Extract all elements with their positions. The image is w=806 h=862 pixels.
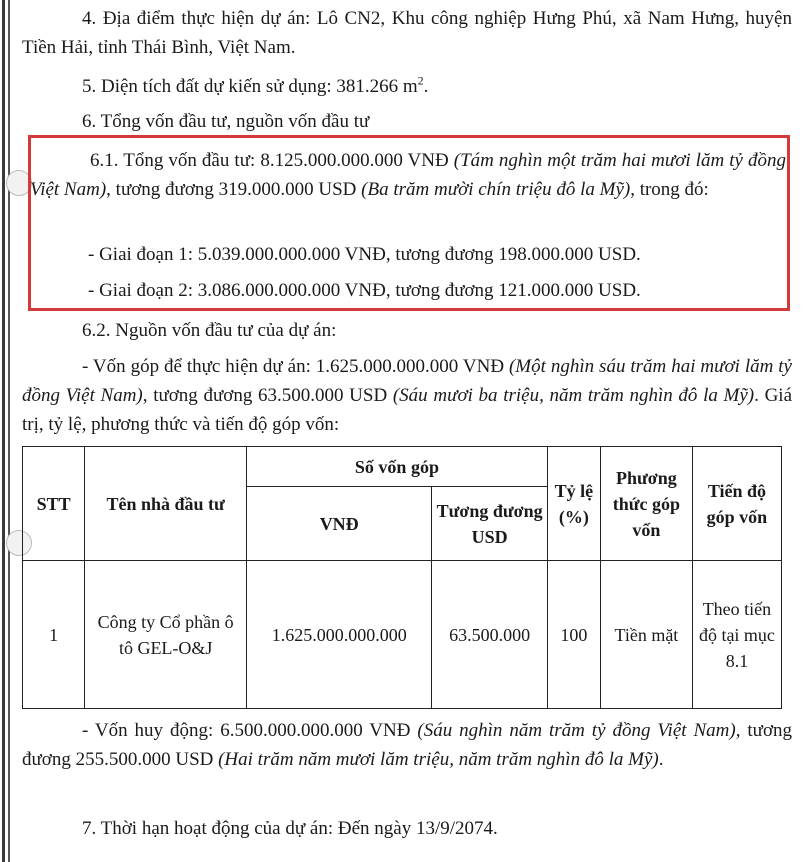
document-page	[22, 0, 792, 862]
contrib-usd: , tương đương 63.500.000 USD	[142, 385, 393, 406]
contrib-words-vnd: (Một nghìn sáu trăm hai mươi lăm tỷ đồng Việt Nam)	[22, 356, 792, 406]
cell-investor: Công ty Cổ phần ô tô GEL-O&J	[85, 561, 247, 709]
header-usd: Tương đương USD	[432, 487, 548, 561]
cell-stt: 1	[23, 561, 85, 709]
item-5-superscript: 2	[417, 73, 424, 88]
item-5-end: .	[423, 76, 429, 97]
phase-1-line: - Giai đoạn 1: 5.039.000.000.000 VNĐ, tương đương 198.000.000 USD.	[88, 244, 641, 265]
header-investor: Tên nhà đầu tư	[85, 447, 247, 561]
header-method: Phương thức góp vốn	[600, 447, 692, 561]
mobilized-words-usd: (Hai trăm năm mươi lăm triệu, năm trăm nghìn đô la Mỹ)	[218, 749, 659, 770]
item-6-1-total-capital	[30, 146, 786, 204]
mobilized-usd: , tương đương 255.500.000 USD	[22, 720, 793, 770]
table-row	[23, 561, 782, 709]
item-7-duration: 7. Thời hạn hoạt động của dự án: Đến ngày 13/9/2074.	[82, 818, 498, 839]
header-progress: Tiến độ góp vốn	[692, 447, 781, 561]
investor-capital-table	[22, 446, 782, 709]
cell-progress: Theo tiến độ tại mục 8.1	[692, 561, 781, 709]
header-vnd: VNĐ	[247, 487, 432, 561]
item-6-2-heading: 6.2. Nguồn vốn đầu tư của dự án:	[82, 320, 337, 341]
total-capital-words-vnd: (Tám nghìn một trăm hai mươi lăm tỷ đồng Việt Nam)	[30, 150, 786, 200]
mobilized-words-vnd: (Sáu nghìn năm trăm tỷ đồng Việt Nam)	[417, 720, 736, 741]
total-capital-text: 6.1. Tổng vốn đầu tư: 8.125.000.000.000 VNĐ	[90, 150, 454, 171]
contributed-capital-paragraph	[22, 352, 792, 439]
item-5-land-area	[82, 72, 428, 101]
contrib-text: - Vốn góp để thực hiện dự án: 1.625.000.000.000 VNĐ	[82, 356, 509, 377]
contrib-end: . Giá trị, tỷ lệ, phương thức và tiến độ góp vốn:	[22, 385, 792, 435]
header-capital: Số vốn góp	[247, 447, 548, 487]
item-6-heading: 6. Tổng vốn đầu tư, nguồn vốn đầu tư	[82, 111, 370, 132]
cell-usd: 63.500.000	[432, 561, 548, 709]
header-ratio: Tỷ lệ (%)	[547, 447, 600, 561]
contrib-words-usd: (Sáu mươi ba triệu, năm trăm nghìn đô la Mỹ)	[392, 385, 755, 406]
total-capital-words-usd: (Ba trăm mười chín triệu đô la Mỹ)	[361, 179, 631, 200]
total-capital-usd: , tương đương 319.000.000 USD	[106, 179, 362, 200]
total-capital-end: , trong đó:	[630, 179, 709, 200]
cell-ratio: 100	[547, 561, 600, 709]
item-4-location: 4. Địa điểm thực hiện dự án: Lô CN2, Khu công nghiệp Hưng Phú, xã Nam Hưng, huyện Tiền Hải, tỉnh Thái Bình, Việt Nam.	[22, 8, 792, 58]
cell-vnd: 1.625.000.000.000	[247, 561, 432, 709]
cell-method: Tiền mặt	[600, 561, 692, 709]
phase-2-line: - Giai đoạn 2: 3.086.000.000.000 VNĐ, tương đương 121.000.000 USD.	[88, 280, 641, 301]
header-stt: STT	[23, 447, 85, 561]
page-binding-edge	[0, 0, 12, 862]
mobilized-text: - Vốn huy động: 6.500.000.000.000 VNĐ	[82, 720, 418, 741]
item-5-text: 5. Diện tích đất dự kiến sử dụng: 381.266 m	[82, 76, 418, 97]
mobilized-end: .	[658, 749, 664, 770]
